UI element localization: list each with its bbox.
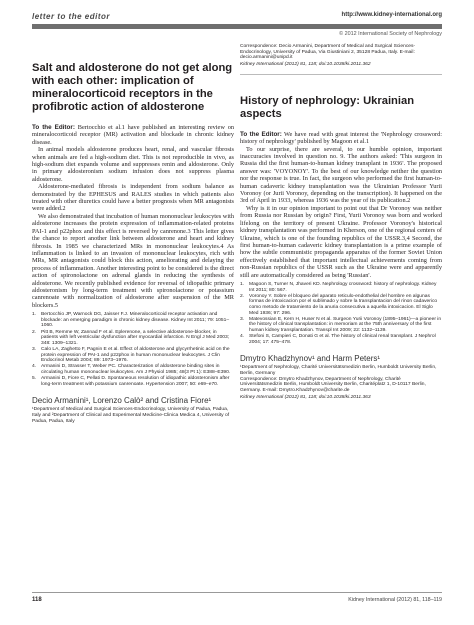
letter-ukrainian-aspects bbox=[240, 44, 442, 400]
reference-item: 4. Stefoni S, Campieri C, Donati G et al. The history of clinical renal transplant. J Nephrol 2004; 17: 475–478. bbox=[240, 334, 436, 345]
journal-url-link[interactable]: http://www.kidney-international.org bbox=[341, 12, 442, 18]
correspondence-note: Correspondence: Dmytro Khadzhynov, Department of Nephrology, Charité Universitätsmedizin Berlin, Humboldt University Berlin, Charitéplatz 1, D-10117 Berlin, Germany. E-mail: Dmytro.Khadzhynov@charite.de bbox=[240, 376, 426, 394]
letter-title: History of nephrology: Ukrainian aspects bbox=[240, 94, 415, 120]
paragraph: To the Editor: We have read with great interest the 'Nephrology crossword: history of nephrology' published by Magoon et al.1 bbox=[240, 130, 443, 146]
correspondence-note: Correspondence: Decio Armanini, Department of Medical and Surgical Sciences-Endocrinology, University of Padua, Via Giustiniani 2, 35128 Padua, Italy. E-mail: decio.armanini@unipd.it bbox=[240, 44, 416, 61]
paragraph: To the Editor: Bertocchio et al.1 have published an interesting review on mineralocorticoid receptor (MR) activation and blockade in chronic kidney disease. bbox=[32, 124, 234, 146]
to-editor-label: To the Editor: bbox=[32, 124, 75, 131]
reference-list bbox=[32, 312, 234, 387]
paragraph: To our surprise, there are several, to our humble opinion, important inaccuracies involved in question no. 9. The authors asked: 'This surgeon in Russia did the first human-to-human kidney transplant in 1936'. The proposed answer was: 'VOYONOY'. To the best of our knowledge neither the question nor the response is true. In fact, the surgeon who performed the first human-to-human cadaveric kidney transplantation was the Ukrainian Professor Yurii Voronoy (or Jurii Voronoy, depending on the transcription). It happened on the 3rd of April in 1933, whereas 1936 was the year of its publication.2 bbox=[240, 145, 442, 205]
paragraph: Why is it in our opinion important to point out that Dr Voronoy was neither from Russia nor Russian by origin? First, Yurii Voronoy was born and worked lifelong on the territory of present Ukraine. Professor Voronoy's historical kidney transplantation was performed in Kherson, one of the regional centers of Ukraine, which is one of the founding republics of the USSR.3,4 Second, the first human-to-human cadaveric kidney transplantation is a prime example of how the subtle communistic propaganda apparatus of the former Soviet Union effectively established that important intellectual achievements coming from non-Russian republics of the USSR such as the Ukraine were and apparently still are automatically considered as being 'Russian'. bbox=[240, 204, 442, 279]
citation-doi: Kidney International (2012) 81, 118; doi:10.1038/ki.2011.362 bbox=[240, 62, 371, 68]
citation-doi: Kidney International (2012) 81, 118; doi:10.1038/ki.2011.363 bbox=[240, 394, 371, 400]
reference-item: 1. Magoon S, Turner N, Jhaveri KD. Nephrology crossword: history of nephrology. Kidney Int 2011; 80: 567. bbox=[240, 281, 437, 293]
header-rule bbox=[32, 24, 442, 29]
letter-body bbox=[32, 124, 234, 309]
page-number: 118 bbox=[32, 597, 42, 603]
copyright-notice: © 2012 International Society of Nephrology bbox=[339, 31, 442, 37]
reference-item: 3. Matevossian E, Kern H, Huser N et al. Surgeon Yurii Voronoy (1895–1961)—a pioneer in the history of clinical transplantation: in memoriam at the 75th anniversary of the first human kidney transplantation. Transpl Int 2009; 22: 1132–1139. bbox=[240, 316, 442, 333]
journal-footer: Kidney International (2012) 81, 118–119 bbox=[348, 597, 442, 603]
to-editor-label: To the Editor: bbox=[240, 130, 282, 138]
paragraph: In animal models aldosterone produces heart, renal, and vascular fibrosis when animals are fed a high-sodium diet. This is not reproducible in vivo, as high-sodium diet expands volume and suppresses renin and aldosterone. Only in primary aldosteronism sodium infusion does not suppress plasma aldosterone. bbox=[32, 146, 234, 183]
footer-rule bbox=[32, 592, 442, 593]
author-names: Decio Armanini¹, Lorenzo Calò² and Cristina Fiore¹ bbox=[32, 396, 212, 406]
author-affiliation: ¹Department of Nephrology, Charité Universitätsmedizin Berlin, Humboldt University Berlin, Berlin, Germany bbox=[240, 365, 437, 376]
section-label: letter to the editor bbox=[32, 12, 111, 21]
running-header bbox=[32, 12, 442, 22]
reference-item: 2. Pitt B, Remme W, Zannad F et al. Eplerenone, a selective aldosterone-blocker, in patients with left ventricular dysfunction after myocardial infarction. N Engl J Med 2003; 348: 1309–1321. bbox=[32, 329, 230, 346]
reference-item: 4. Armanini D, Strasser T, Weber PC. Characterization of aldosterone binding sites in circulating human mononuclear leukocytes. Am J Physiol 1985; 48(3 Pt 1): E388–E390. bbox=[32, 364, 231, 375]
letter-body bbox=[240, 131, 442, 279]
author-affiliation: ¹Department of Medical and Surgical Sciences-Endocrinology, University of Padua, Padua, Italy and ²Department of Clinical and Experimental Medicine-Clinica Medica 4, University of Padua, Padua, Italy bbox=[32, 407, 230, 424]
paragraph: Aldosterone-mediated fibrosis is independent from sodium balance as demonstrated by the EPHESUS and RALES studies in which patients also treated with other diuretics could have a better prognosis when MR antagonists were added.2 bbox=[32, 183, 234, 213]
section-divider bbox=[240, 74, 442, 75]
author-names: Dmytro Khadzhynov¹ and Harm Peters¹ bbox=[240, 354, 381, 364]
letter-title: Salt and aldosterone do not get along with each other: implication of mineralocorticoid receptors in the profibrotic action of aldosterone bbox=[32, 62, 233, 113]
reference-item: 1. Bertocchio JP, Warnock DG, Jaisser F.J. Mineralocorticoid receptor activation and blockade: an emerging paradigm in chronic kidney disease. Kidney Int 2011; 79: 1051–1060. bbox=[32, 312, 230, 329]
letter-salt-aldosterone bbox=[32, 44, 234, 424]
reference-item: 2. Voronoy Y. Sobre el bloqueo del aparato reticulo-endothelial del hombre en algunas formas de intoxicacion por el sublimado y sobre la transplantacion del rinon cadaverico como metodo de tratamiento de la anuria consecutiva a aquella intoxicacion. El Siglo Med 1936; 97: 296. bbox=[240, 293, 438, 316]
paragraph: We also demonstrated that incubation of human mononuclear leukocytes with aldosterone increases the protein expression of inflammation-related proteins PAI-1 and p22phox and this effect is reversed by canrenone.3 This letter gives the chance to report another link between aldosterone and heart and kidney fibrosis. In 1985 we characterized MRs in mononuclear leukocytes.4 As inflammation is linked to an invasion of mononuclear leukocytes, rich with MRs, MR antagonists could block this action, ameliorating and delaying the process of inflammation. Another interesting point to be considered is the direct action of spironolactone on adrenal glands in reducing the synthesis of aldosterone. We recently published evidence for reversal of idiopathic primary aldosteronism by long-term treatment with spironolactone or potassium canrenoate with normalization of aldosterone after suspension of the MR blockers.5 bbox=[32, 212, 234, 309]
reference-list bbox=[240, 282, 442, 345]
reference-item: 3. Calo LA, Zaghetto F, Pagnin E et al. Effect of aldosterone and glycyrrhetinic acid on the protein expression of PAI-1 and p22phox in human mononuclear leukocytes. J Clin Endocrinol Metab 2004; 89: 1973–1976. bbox=[32, 346, 230, 364]
reference-item: 5. Armanini D, Fiore C, Pellati D. Spontaneous resolution of idiopathic aldosteronism after long-term treatment with potassium canrenoate. Hypertension 2007; 50: e69–e70. bbox=[32, 376, 230, 387]
